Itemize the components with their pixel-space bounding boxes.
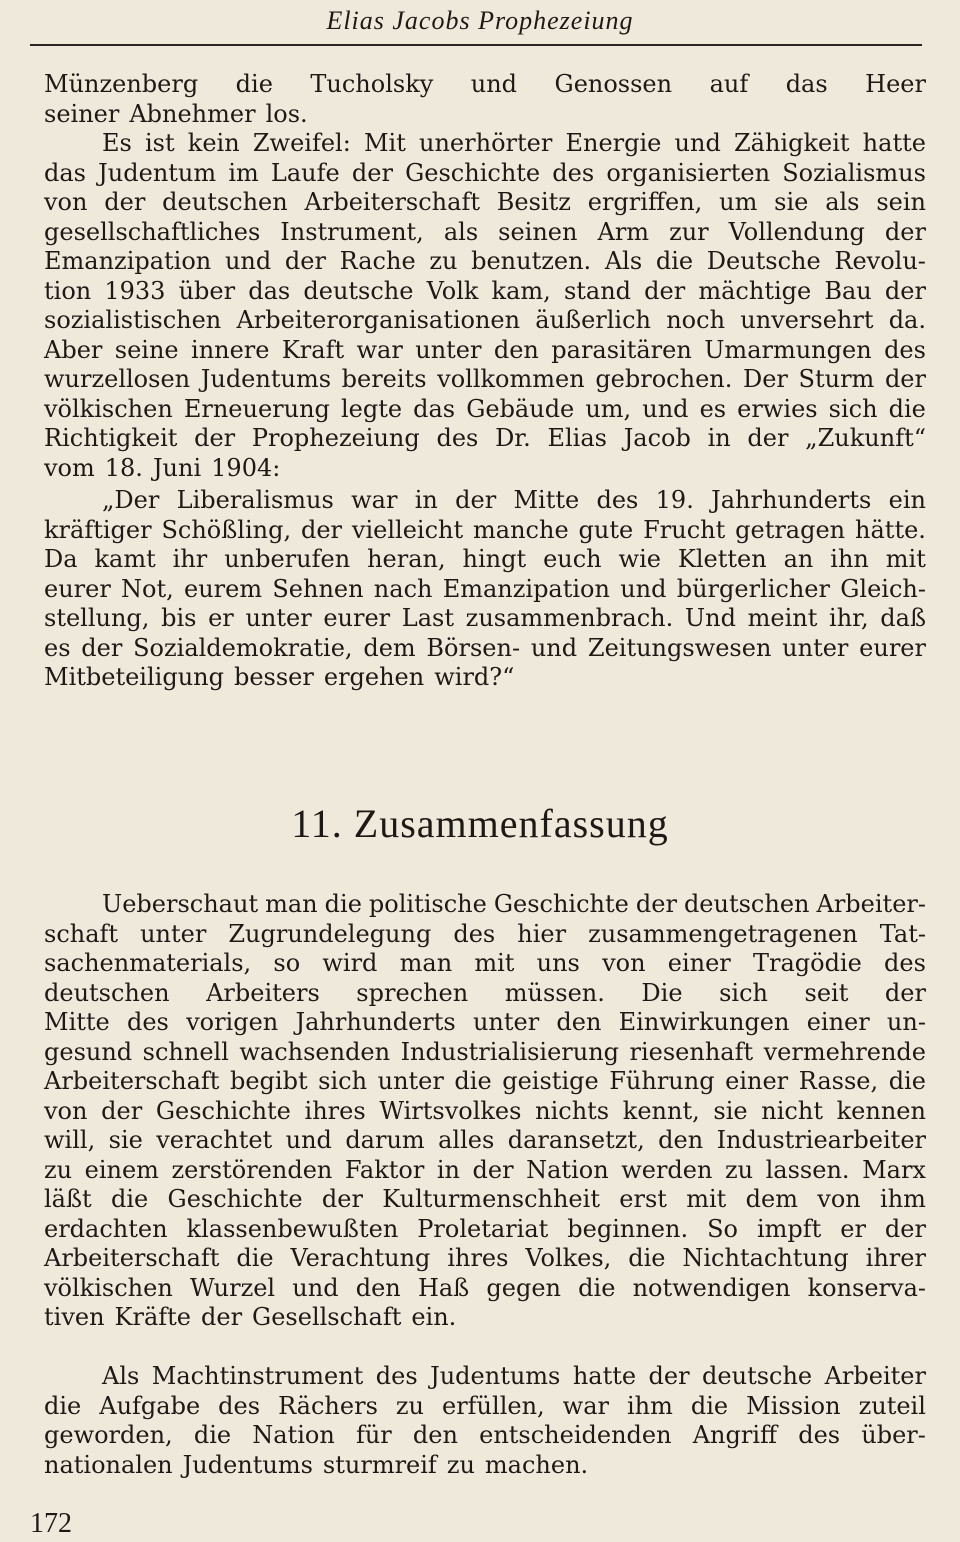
text-line: schaft unter Zugrundelegung des hier zusammengetragenen Tat- [44,919,926,948]
running-head: Elias Jacobs Prophezeiung [326,6,634,35]
paragraph-prophecy-intro [44,129,926,483]
text-line: Mitte des vorigen Jahrhunderts unter den Einwirkungen einer un- [44,1008,926,1036]
final-paragraph [44,1362,926,1480]
text-line: Aber seine innere Kraft war unter den parasitären Umarmungen des [44,335,926,364]
text-line: stellung, bis er unter eurer Last zusammenbrach. Und meint ihr, daß [44,604,926,632]
page-number: 172 [30,1508,72,1539]
text-line: es der Sozialdemokratie, dem Börsen- und Zeitungswesen unter eurer [44,633,926,662]
text-line: geworden, die Nation für den entscheidenden Angriff des über- [44,1421,926,1449]
text-line: Arbeiterschaft die Verachtung ihres Volkes, die Nichtachtung ihrer [44,1244,926,1272]
text-line: das Judentum im Laufe der Geschichte des organisierten Sozialismus [44,158,926,187]
quote-paragraph [44,486,926,693]
text-line: völkischen Erneuerung legte das Gebäude um, und es erwies sich die [44,394,926,423]
text-line: erdachten klassenbewußten Proletariat beginnen. So impft er der [44,1214,926,1243]
summary-paragraph [44,890,926,1333]
text-line: von der Geschichte ihres Wirtsvolkes nichts kennt, sie nicht kennen [44,1096,926,1125]
text-line: sozialistischen Arbeiterorganisationen äußerlich noch unversehrt da. [44,306,926,334]
text-line: will, sie verachtet und darum alles daransetzt, den Industriearbeiter [44,1126,926,1154]
text-line: kräftiger Schößling, der vielleicht manche gute Frucht getragen hätte. [44,515,926,544]
text-line: vom 18. Juni 1904: [44,453,281,482]
text-block-quote [44,486,926,693]
text-line: deutschen Arbeiters sprechen müssen. Die sich seit der [44,978,926,1007]
text-block-final [44,1362,926,1480]
text-line: wurzellosen Judentums bereits vollkommen gebrochen. Der Sturm der [44,365,926,393]
text-line: gesellschaftliches Instrument, als seinen Arm zur Vollendung der [44,217,926,246]
text-line: Es ist kein Zweifel: Mit unerhörter Energie und Zähigkeit hatte [102,129,926,157]
text-line: Da kamt ihr unberufen heran, hingt euch wie Kletten an ihn mit [44,545,926,573]
text-line: eurer Not, eurem Sehnen nach Emanzipation und bürgerlicher Gleich- [44,574,926,603]
text-line: zu einem zerstörenden Faktor in der Nation werden zu lassen. Marx [44,1155,926,1184]
text-block-upper [44,70,926,483]
text-block-summary [44,890,926,1333]
text-line: die Aufgabe des Rächers zu erfüllen, war ihm die Mission zuteil [44,1391,926,1420]
text-line: von der deutschen Arbeiterschaft Besitz ergriffen, um sie als sein [44,188,926,216]
header-rule [30,44,922,46]
text-line: Richtigkeit der Prophezeiung des Dr. Elias Jacob in der „Zukunft“ [44,424,926,452]
text-line: gesund schnell wachsenden Industrialisierung riesenhaft vermehrende [44,1037,926,1066]
text-line: nationalen Judentums sturmreif zu machen. [44,1450,589,1479]
text-line: Ueberschaut man die politische Geschichte der deutschen Arbeiter- [102,890,926,918]
text-line: völkischen Wurzel und den Haß gegen die notwendigen konserva- [44,1273,926,1302]
text-line: tiven Kräfte der Gesellschaft ein. [44,1303,457,1331]
text-line: Münzenberg die Tucholsky und Genossen auf das Heer [44,70,926,98]
text-line: sachenmaterials, so wird man mit uns von einer Tragödie des [44,949,926,977]
text-line: seiner Abnehmer los. [44,99,308,128]
text-line: läßt die Geschichte der Kulturmenschheit erst mit dem von ihm [44,1185,926,1213]
text-line: Mitbeteiligung besser ergehen wird?“ [44,663,515,691]
text-line: Arbeiterschaft begibt sich unter die geistige Führung einer Rasse, die [44,1067,926,1095]
paragraph-continued [44,70,926,129]
text-line: Emanzipation und der Rache zu benutzen. Als die Deutsche Revolu- [44,247,926,275]
text-line: tion 1933 über das deutsche Volk kam, stand der mächtige Bau der [44,276,926,305]
text-line: Als Machtinstrument des Judentums hatte der deutsche Arbeiter [102,1362,926,1390]
section-heading: 11. Zusammenfassung [291,801,669,846]
text-line: „Der Liberalismus war in der Mitte des 19. Jahrhunderts ein [102,486,926,514]
